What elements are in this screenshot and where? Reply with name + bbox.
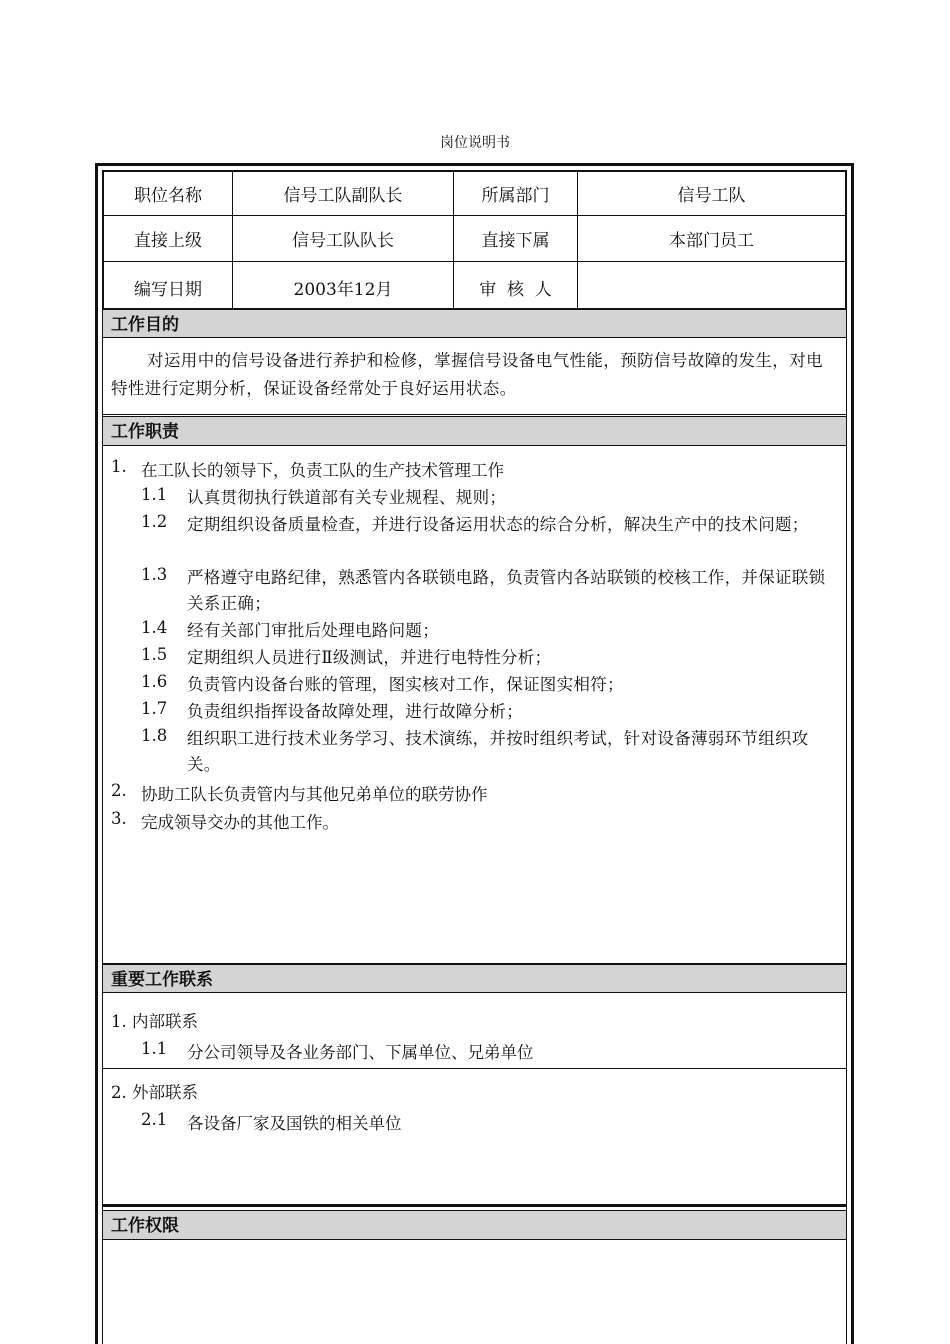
subordinate-label: 直接下属 <box>454 215 578 262</box>
list-item <box>103 512 838 564</box>
item-text: 协助工队长负责管内与其他兄弟单位的联劳协作 <box>141 785 488 804</box>
item-number: 2. <box>111 781 127 800</box>
item-number: 1.4 <box>141 618 168 637</box>
item-text: 定期组织设备质量检查，并进行设备运用状态的综合分析，解决生产中的技术问题； <box>187 515 809 534</box>
list-item <box>103 618 838 644</box>
external-item-text: 各设备厂家及国铁的相关单位 <box>187 1114 402 1133</box>
item-text: 组织职工进行技术业务学习、技术演练，并按时组织考试，针对设备薄弱环节组织攻关。 <box>187 729 809 774</box>
reviewer-label: 审 核 人 <box>454 262 578 313</box>
date-value: 2003年12月 <box>233 262 454 313</box>
list-item <box>103 565 838 617</box>
superior-value: 信号工队队长 <box>233 215 454 262</box>
purpose-text: 对运用中的信号设备进行养护和检修，掌握信号设备电气性能，预防信号故障的发生，对电特性进行定期分析，保证设备经常处于良好运用状态。 <box>111 351 823 398</box>
internal-item-number: 1.1 <box>141 1039 168 1058</box>
list-item <box>103 485 838 511</box>
list-item <box>103 457 838 483</box>
item-number: 1.7 <box>141 699 168 718</box>
basic-info-table <box>103 171 846 313</box>
list-item <box>103 781 838 807</box>
item-number: 1. <box>111 457 127 476</box>
external-relations-label: 2. 外部联系 <box>111 1083 198 1102</box>
subordinate-value: 本部门员工 <box>578 215 846 262</box>
reviewer-value <box>578 262 846 313</box>
department-label: 所属部门 <box>454 172 578 216</box>
list-item <box>103 726 838 778</box>
job-description-table <box>102 170 847 1344</box>
item-number: 1.1 <box>141 485 168 504</box>
item-text: 认真贯彻执行铁道部有关专业规程、规则； <box>187 488 507 507</box>
item-number: 3. <box>111 809 127 828</box>
item-number: 1.5 <box>141 645 168 664</box>
list-item <box>103 645 838 671</box>
external-item-number: 2.1 <box>141 1110 168 1129</box>
position-value: 信号工队副队长 <box>233 172 454 216</box>
superior-label: 直接上级 <box>104 215 233 262</box>
item-text: 经有关部门审批后处理电路问题； <box>187 621 439 640</box>
internal-relations-label: 1. 内部联系 <box>111 1012 198 1031</box>
item-text: 严格遵守电路纪律，熟悉管内各联锁电路，负责管内各站联锁的校核工作，并保证联锁关系正确； <box>187 568 826 613</box>
item-text: 在工队长的领导下，负责工队的生产技术管理工作 <box>141 461 504 480</box>
list-item <box>103 809 838 835</box>
authority-divider <box>103 1204 846 1207</box>
authority-heading: 工作权限 <box>103 1210 846 1240</box>
purpose-divider <box>103 414 846 415</box>
list-item <box>103 699 838 725</box>
date-label: 编写日期 <box>104 262 233 313</box>
item-text: 定期组织人员进行Ⅱ级测试，并进行电特性分析； <box>187 648 552 667</box>
relations-heading: 重要工作联系 <box>103 963 846 993</box>
position-label: 职位名称 <box>104 172 233 216</box>
list-item <box>103 672 838 698</box>
job-description-frame <box>95 163 854 1344</box>
internal-item-text: 分公司领导及各业务部门、下属单位、兄弟单位 <box>187 1043 534 1062</box>
item-number: 1.6 <box>141 672 168 691</box>
item-number: 1.2 <box>141 512 168 531</box>
relations-divider <box>103 1068 846 1069</box>
item-text: 负责组织指挥设备故障处理，进行故障分析； <box>187 702 523 721</box>
item-number: 1.8 <box>141 726 168 745</box>
item-text: 负责管内设备台账的管理，图实核对工作，保证图实相符； <box>187 675 624 694</box>
purpose-heading: 工作目的 <box>103 308 846 338</box>
document-title: 岗位说明书 <box>440 135 510 151</box>
item-number: 1.3 <box>141 565 168 584</box>
item-text: 完成领导交办的其他工作。 <box>141 813 339 832</box>
department-value: 信号工队 <box>578 172 846 216</box>
duties-heading: 工作职责 <box>103 416 846 446</box>
